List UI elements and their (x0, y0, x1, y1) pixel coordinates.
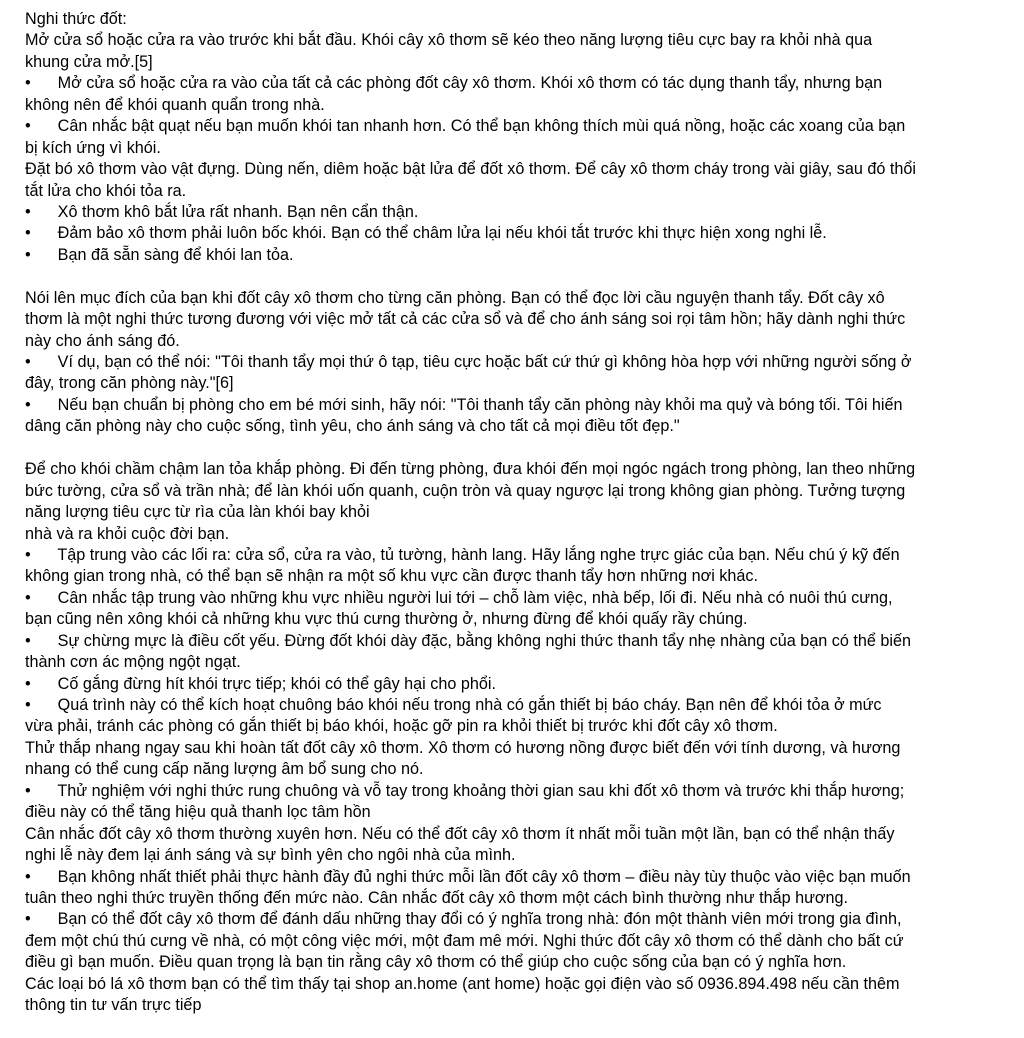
text-line (25, 1017, 1017, 1038)
text-line: bị kích ứng vì khói. (25, 138, 161, 157)
text-line: dâng căn phòng này cho cuộc sống, tình yêu, cho ánh sáng và cho tất cả mọi điều tốt đẹp." (25, 417, 680, 436)
text-line: vừa phải, tránh các phòng có gắn thiết bị báo khói, hoặc gỡ pin ra khỏi thiết bị trước khi đốt cây xô thơm. (25, 717, 778, 736)
text-line: • Cân nhắc bật quạt nếu bạn muốn khói tan nhanh hơn. Có thể bạn không thích mùi quá nồng, hoặc các xoang của bạn (25, 117, 906, 136)
text-line: • Sự chừng mực là điều cốt yếu. Đừng đốt khói dày đặc, bằng không nghi thức thanh tẩy nhẹ nhàng của bạn có thể biến (25, 631, 911, 650)
text-line: bạn cũng nên xông khói cả những khu vực thú cưng thường ở, nhưng đừng để khói quấy rầy chúng. (25, 610, 748, 629)
text-line: không nên để khói quanh quẩn trong nhà. (25, 95, 325, 114)
text-line: Đặt bó xô thơm vào vật đựng. Dùng nến, diêm hoặc bật lửa để đốt xô thơm. Để cây xô thơm cháy trong vài giây, sau đó thổi (25, 160, 916, 179)
text-line: điều gì bạn muốn. Điều quan trọng là bạn tin rằng cây xô thơm có thể giúp cho cuộc sống của bạn có ý nghĩa hơn. (25, 953, 847, 972)
text-line: Các loại bó lá xô thơm bạn có thể tìm thấy tại shop an.home (ant home) hoặc gọi điện vào số 0936.894.498 nếu cần thêm (25, 974, 900, 993)
text-line: • Đảm bảo xô thơm phải luôn bốc khói. Bạn có thể châm lửa lại nếu khói tắt trước khi thực hiện xong nghi lễ. (25, 224, 827, 243)
text-line: thành cơn ác mộng ngột ngạt. (25, 653, 241, 672)
text-line: nghi lễ này đem lại ánh sáng và sự bình yên cho ngôi nhà của mình. (25, 846, 516, 865)
text-line: tuân theo nghi thức truyền thống đến mức nào. Cân nhắc đốt cây xô thơm một cách bình thường như thắp hương. (25, 888, 849, 907)
text-line: • Nếu bạn chuẩn bị phòng cho em bé mới sinh, hãy nói: "Tôi thanh tẩy căn phòng này khỏi ma quỷ và bóng tối. Tôi hiến (25, 395, 903, 414)
text-line: Nghi thức đốt: (25, 10, 127, 28)
text-line: khung cửa mở.[5] (25, 52, 153, 71)
text-line: đây, trong căn phòng này."[6] (25, 374, 234, 393)
text-line: không gian trong nhà, có thể bạn sẽ nhận ra một số khu vực cần được thanh tẩy hơn những nơi khác. (25, 567, 758, 586)
text-line: điều này có thể tăng hiệu quả thanh lọc tâm hồn (25, 803, 371, 822)
text-line: • Cân nhắc tập trung vào những khu vực nhiều người lui tới – chỗ làm việc, nhà bếp, lối đi. Nếu nhà có nuôi thú cưng, (25, 588, 893, 607)
text-line: Để cho khói chầm chậm lan tỏa khắp phòng. Đi đến từng phòng, đưa khói đến mọi ngóc ngách trong phòng, lan theo những (25, 460, 916, 479)
text-line: Thử thắp nhang ngay sau khi hoàn tất đốt cây xô thơm. Xô thơm có hương nồng được biết đến với tính dương, và hương (25, 738, 901, 757)
text-line: • Xô thơm khô bắt lửa rất nhanh. Bạn nên cẩn thận. (25, 202, 419, 221)
text-line: Nói lên mục đích của bạn khi đốt cây xô thơm cho từng căn phòng. Bạn có thể đọc lời cầu nguyện thanh tẩy. Đốt cây xô (25, 288, 885, 307)
blank-line (25, 266, 1017, 287)
text-line: đem một chú thú cưng về nhà, có một công việc mới, một đam mê mới. Nghi thức đốt cây xô thơm có thể dành cho bất cứ (25, 931, 904, 950)
text-line: thơm là một nghi thức tương đương với việc mở tất cả các cửa sổ và để cho ánh sáng soi rọi tâm hồn; hãy dành nghi thức (25, 310, 906, 329)
text-line: Mở cửa sổ hoặc cửa ra vào trước khi bắt đầu. Khói cây xô thơm sẽ kéo theo năng lượng tiêu cực bay ra khỏi nhà qua (25, 31, 873, 50)
text-line: nhà và ra khỏi cuộc đời bạn. (25, 524, 230, 543)
text-line: Cân nhắc đốt cây xô thơm thường xuyên hơn. Nếu có thể đốt cây xô thơm ít nhất mỗi tuần một lần, bạn có thể nhận thấy (25, 824, 895, 843)
text-line: • Cố gắng đừng hít khói trực tiếp; khói có thể gây hại cho phổi. (25, 674, 496, 693)
text-line: tắt lửa cho khói tỏa ra. (25, 181, 187, 200)
text-line: • Bạn đã sẵn sàng để khói lan tỏa. (25, 245, 294, 264)
text-line: • Tập trung vào các lối ra: cửa sổ, cửa ra vào, tủ tường, hành lang. Hãy lắng nghe trực giác của bạn. Nếu chú ý kỹ đến (25, 545, 900, 564)
document-body (25, 9, 1017, 1038)
text-line: • Bạn không nhất thiết phải thực hành đầy đủ nghi thức mỗi lần đốt cây xô thơm – điều này tùy thuộc vào việc bạn muốn (25, 867, 911, 886)
text-line: thông tin tư vấn trực tiếp (25, 996, 202, 1015)
text-line: • Quá trình này có thể kích hoạt chuông báo khói nếu trong nhà có gắn thiết bị báo cháy. Bạn nên để khói tỏa ở mức (25, 696, 882, 714)
text-line: bức tường, cửa sổ và trần nhà; để làn khói uốn quanh, cuộn tròn và quay ngược lại trong không gian phòng. Tưởng tượng (25, 481, 906, 500)
text-line: • Bạn có thể đốt cây xô thơm để đánh dấu những thay đổi có ý nghĩa trong nhà: đón một thành viên mới trong gia đình, (25, 910, 902, 929)
text-line: • Thử nghiệm với nghi thức rung chuông và vỗ tay trong khoảng thời gian sau khi đốt xô thơm và trước khi thắp hương; (25, 781, 905, 800)
text-line: nhang có thể cung cấp năng lượng âm bổ sung cho nó. (25, 760, 424, 779)
text-line: năng lượng tiêu cực từ rìa của làn khói bay khỏi (25, 503, 370, 522)
text-line: • Ví dụ, bạn có thể nói: "Tôi thanh tẩy mọi thứ ô tạp, tiêu cực hoặc bất cứ thứ gì không hòa hợp với những người sống ở (25, 353, 912, 371)
text-line: này cho ánh sáng đó. (25, 331, 180, 350)
text-line: • Mở cửa sổ hoặc cửa ra vào của tất cả các phòng đốt cây xô thơm. Khói xô thơm có tác dụng thanh tẩy, nhưng bạn (25, 74, 883, 93)
blank-line (25, 438, 1017, 459)
